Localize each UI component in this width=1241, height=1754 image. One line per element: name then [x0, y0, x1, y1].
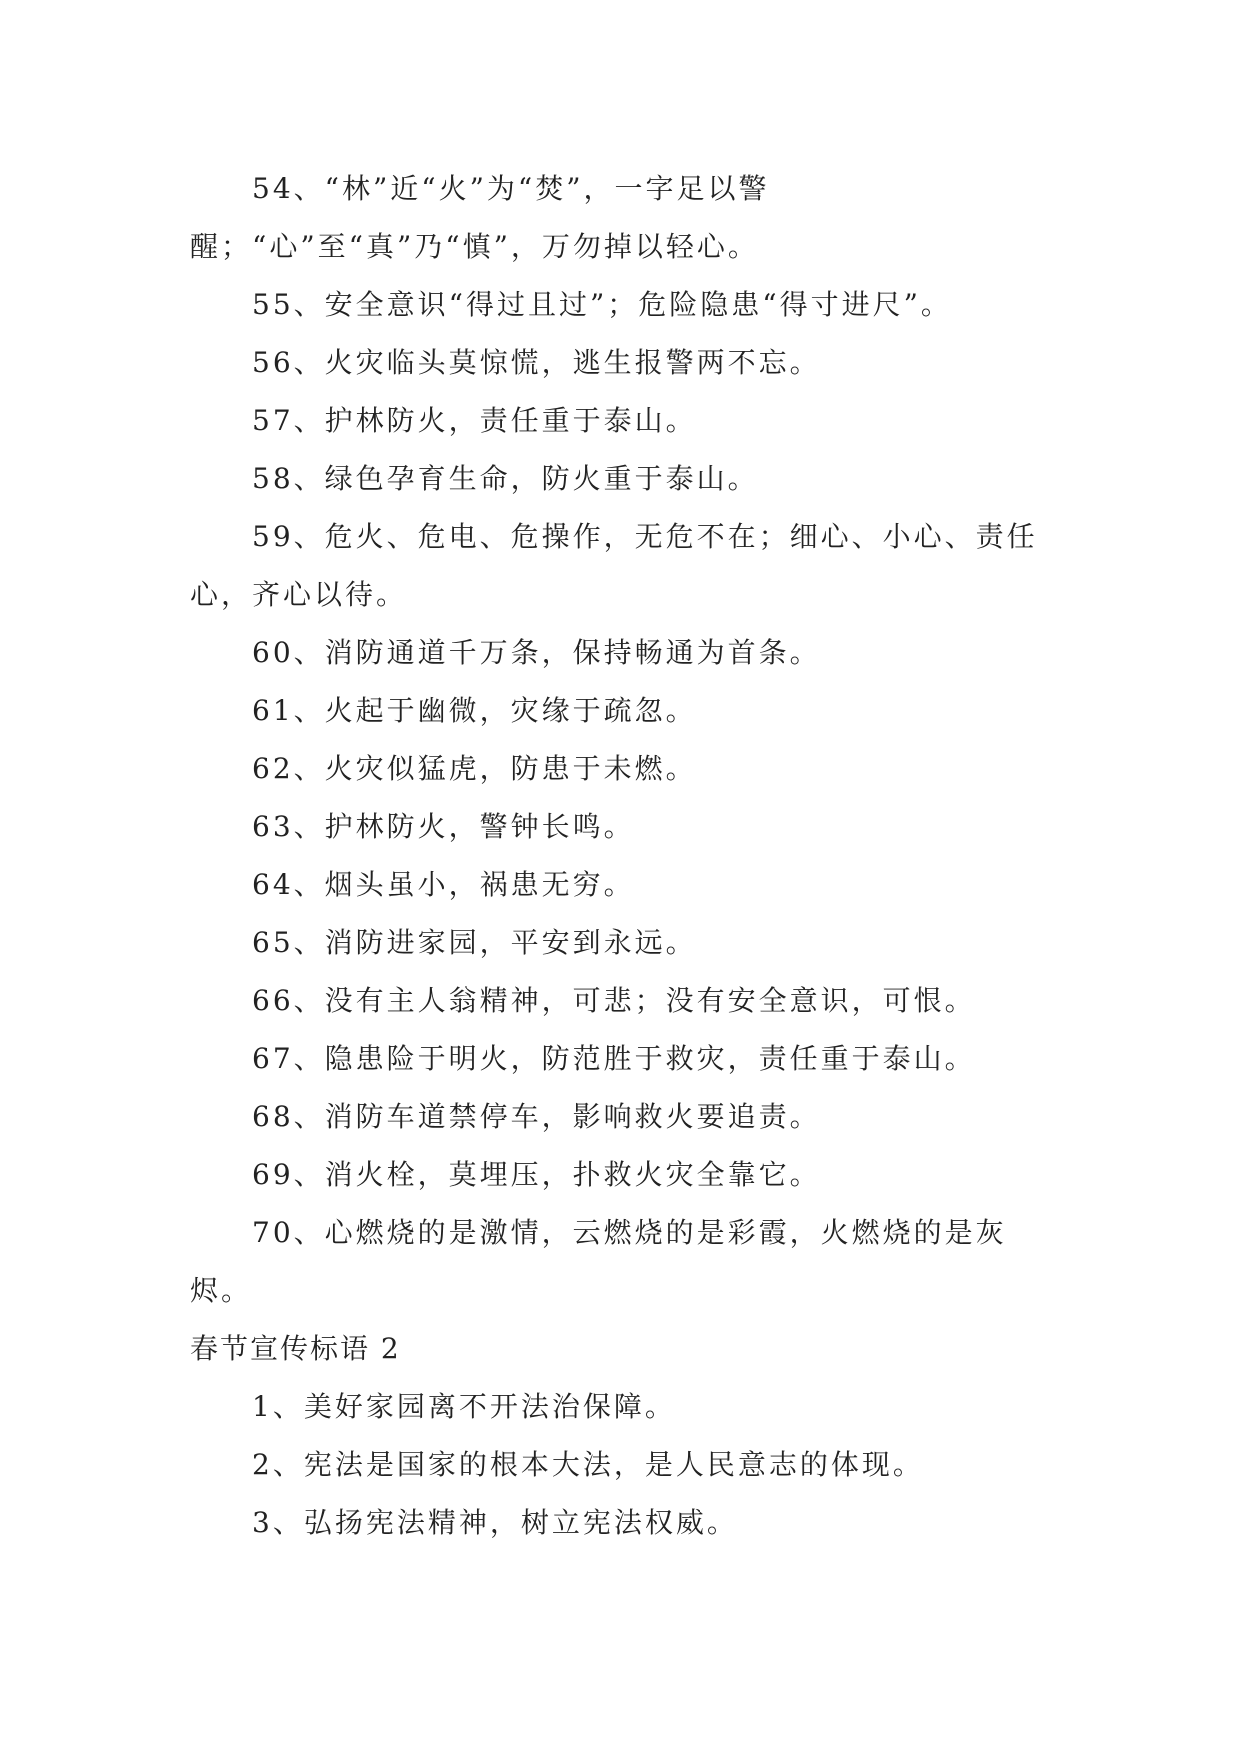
spring-slogan-3: 3、弘扬宪法精神，树立宪法权威。: [252, 1506, 738, 1539]
slogan-65: 65、消防进家园，平安到永远。: [252, 926, 697, 959]
section-heading: 春节宣传标语 2: [190, 1332, 401, 1365]
slogan-60: 60、消防通道千万条，保持畅通为首条。: [252, 636, 821, 669]
slogan-57: 57、护林防火，责任重于泰山。: [252, 404, 697, 437]
slogan-67: 67、隐患险于明火，防范胜于救灾，责任重于泰山。: [252, 1042, 976, 1075]
slogan-54: 54、“林”近“火”为“焚”，一字足以警醒；“心”至“真”乃“慎”，万勿掉以轻心。: [190, 172, 770, 263]
spring-slogan-1: 1、美好家园离不开法治保障。: [252, 1390, 676, 1423]
slogan-58: 58、绿色孕育生命，防火重于泰山。: [252, 462, 759, 495]
document-body: [190, 160, 1050, 1552]
slogan-69: 69、消火栓，莫埋压，扑救火灾全靠它。: [252, 1158, 821, 1191]
slogan-68: 68、消防车道禁停车，影响救火要追责。: [252, 1100, 821, 1133]
slogan-56: 56、火灾临头莫惊慌，逃生报警两不忘。: [252, 346, 821, 379]
slogan-64: 64、烟头虽小，祸患无穷。: [252, 868, 635, 901]
slogan-70: 70、心燃烧的是激情，云燃烧的是彩霞，火燃烧的是灰烬。: [190, 1216, 1007, 1307]
slogan-55: 55、安全意识“得过且过”；危险隐患“得寸进尺”。: [252, 288, 952, 321]
slogan-62: 62、火灾似猛虎，防患于未燃。: [252, 752, 697, 785]
spring-slogan-2: 2、宪法是国家的根本大法，是人民意志的体现。: [252, 1448, 924, 1481]
slogan-61: 61、火起于幽微，灾缘于疏忽。: [252, 694, 697, 727]
slogan-59: 59、危火、危电、危操作，无危不在；细心、小心、责任心，齐心以待。: [190, 520, 1038, 611]
slogan-66: 66、没有主人翁精神，可悲；没有安全意识，可恨。: [252, 984, 976, 1017]
slogan-63: 63、护林防火，警钟长鸣。: [252, 810, 635, 843]
